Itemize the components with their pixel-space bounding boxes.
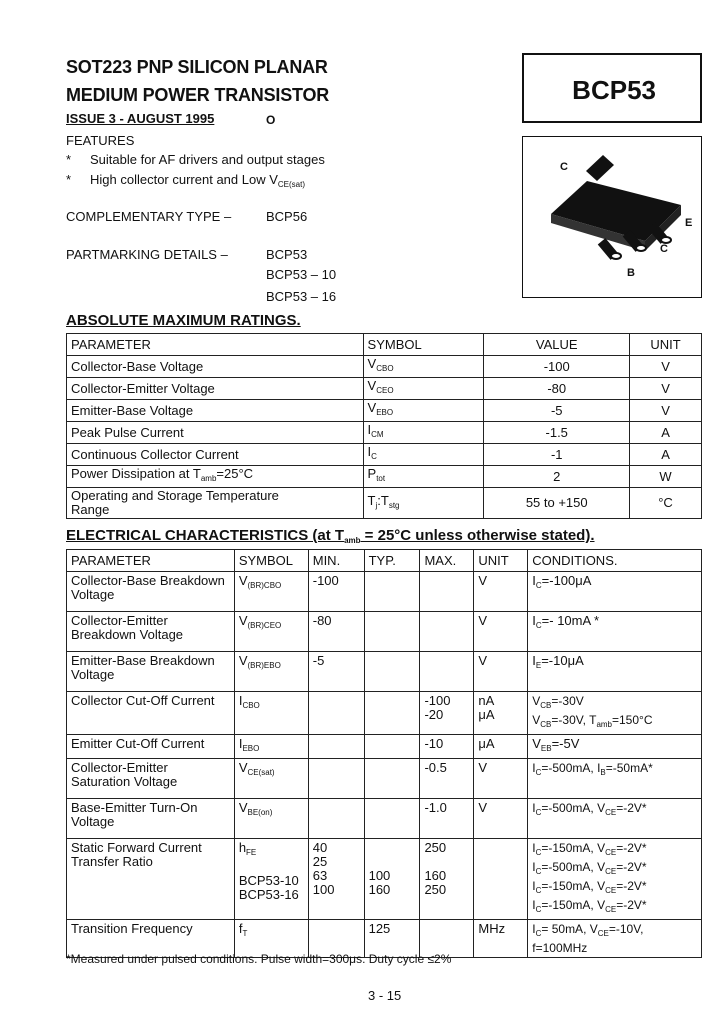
ec-conditions: $I_C= 50mA$, $V_{CE}=-10V$, f=100MHz [528,920,702,958]
ec-param: Collector-Emitter Saturation Voltage [67,759,235,799]
amr-unit: V [630,378,702,400]
page-number: 3 - 15 [368,988,402,1003]
pin-label-e: E [685,217,693,229]
ec-max [420,612,474,652]
ec-param: Collector-Emitter Breakdown Voltage [67,612,235,652]
amr-param: Operating and Storage Temperature Range [67,488,364,519]
amr-unit: V [630,400,702,422]
ec-heading: ELECTRICAL CHARACTERISTICS (at $T_{amb} = 25^\circ C$ unless otherwise stated). [66,527,595,545]
amr-unit: A [630,444,702,466]
feature-item-2: High collector current and Low $V_{CE(sat)}$ [90,172,305,189]
footnote: *Measured under pulsed conditions. Pulse width=300μs. Duty cycle ≤2% [66,952,452,966]
amr-table [66,333,702,519]
partmarking-label: PARTMARKING DETAILS – [66,247,228,262]
ec-symbol: $f_T$ [234,920,308,958]
package-box [522,136,702,298]
ec-max [420,572,474,612]
feature-bullet-2: * [66,172,72,187]
ec-param: Collector-Base Breakdown Voltage [67,572,235,612]
amr-value: -100 [484,356,630,378]
ec-min: 40 25 63 100 [308,839,364,920]
partmarking-value-2: BCP53 – 10 [266,267,337,282]
amr-header-parameter: PARAMETER [67,334,364,356]
ec-typ: 125 [364,920,420,958]
ec-conditions: $V_{EB}=-5V$ [528,735,702,759]
amr-header-symbol: SYMBOL [363,334,484,356]
amr-value: 55 to +150 [484,488,630,519]
ec-unit: V [474,652,528,692]
amr-unit: A [630,422,702,444]
amr-header-unit: UNIT [630,334,702,356]
amr-value: -5 [484,400,630,422]
ec-typ [364,759,420,799]
ec-header-max: MAX. [420,550,474,572]
ec-unit: V [474,572,528,612]
ec-unit: V [474,759,528,799]
pin-label-c-top: C [560,161,568,173]
ec-param: Static Forward Current Transfer Ratio [67,839,235,920]
table-row [67,692,702,735]
ec-symbol: $h_{FE}$ BCP53-10 BCP53-16 [234,839,308,920]
table-row [67,422,702,444]
ec-header-conditions: CONDITIONS. [528,550,702,572]
ec-symbol: $V_{(BR)EBO}$ [234,652,308,692]
issue-mark: O [266,113,276,127]
amr-symbol: $I_{CM}$ [363,422,484,444]
ec-typ: 100 160 [364,839,420,920]
part-number: BCP53 [572,75,656,105]
ec-param: Emitter Cut-Off Current [67,735,235,759]
table-row [67,799,702,839]
ec-header-min: MIN. [308,550,364,572]
ec-header-symbol: SYMBOL [234,550,308,572]
ec-max [420,652,474,692]
ec-conditions: $I_E=-10\mu A$ [528,652,702,692]
amr-param: Power Dissipation at $T_{amb}=25^\circ C$ [67,466,364,488]
amr-param: Continuous Collector Current [67,444,364,466]
ec-symbol: $V_{(BR)CEO}$ [234,612,308,652]
ec-unit: V [474,612,528,652]
ec-typ [364,652,420,692]
tab-lead [586,155,614,181]
ec-max: -1.0 [420,799,474,839]
ec-unit [474,839,528,920]
complementary-label: COMPLEMENTARY TYPE – [66,209,232,224]
ec-header-typ: TYP. [364,550,420,572]
amr-value: -1 [484,444,630,466]
amr-value: -80 [484,378,630,400]
amr-param: Peak Pulse Current [67,422,364,444]
ec-header-unit: UNIT [474,550,528,572]
ec-unit: nA μA [474,692,528,735]
ec-symbol: $V_{CE(sat)}$ [234,759,308,799]
table-row [67,466,702,488]
ec-min: -5 [308,652,364,692]
ec-table [66,549,702,958]
issue-date: ISSUE 3 - AUGUST 1995 [66,111,215,126]
ec-min: -100 [308,572,364,612]
feature-item-1: Suitable for AF drivers and output stages [90,152,325,167]
table-row [67,572,702,612]
ec-max: -0.5 [420,759,474,799]
ec-conditions: $I_C=-500mA$, $V_{CE}=-2V*$ [528,799,702,839]
table-row [67,759,702,799]
table-row [67,444,702,466]
features-heading: FEATURES [66,133,135,148]
ec-conditions: $I_C=-150mA$, $V_{CE}=-2V*$ $I_C=-500mA$, $V_{CE}=-2V*$ $I_C=-150mA$, $V_{CE}=-2V*$ $I_C=-150mA$, $V_{CE}=-2V*$ [528,839,702,920]
ec-conditions: $I_C=-$ 10mA * [528,612,702,652]
ec-typ [364,799,420,839]
table-row [67,356,702,378]
ec-header-parameter: PARAMETER [67,550,235,572]
part-number-box [522,53,702,123]
ec-conditions: $V_{CB}=-30V$ $V_{CB}=-30V$, $T_{amb}=150^\circ C$ [528,692,702,735]
title-line-1: SOT223 PNP SILICON PLANAR [66,57,328,77]
ec-header-row [67,550,702,572]
amr-value: 2 [484,466,630,488]
complementary-value: BCP56 [266,209,308,224]
amr-symbol: $V_{CBO}$ [363,356,484,378]
ec-unit: V [474,799,528,839]
ec-max: -10 [420,735,474,759]
ec-max: -100 -20 [420,692,474,735]
table-row [67,612,702,652]
amr-header-value: VALUE [484,334,630,356]
ec-typ [364,735,420,759]
amr-heading: ABSOLUTE MAXIMUM RATINGS. [66,312,301,329]
ec-symbol: $I_{CBO}$ [234,692,308,735]
ec-symbol: $V_{(BR)CBO}$ [234,572,308,612]
ec-max: 250 160 250 [420,839,474,920]
ec-typ [364,612,420,652]
ec-symbol: $I_{EBO}$ [234,735,308,759]
ec-param: Emitter-Base Breakdown Voltage [67,652,235,692]
ec-min [308,759,364,799]
ec-min [308,799,364,839]
table-row [67,378,702,400]
amr-value: -1.5 [484,422,630,444]
amr-unit: W [630,466,702,488]
amr-header-row [67,334,702,356]
table-row [67,839,702,920]
amr-symbol: $T_j:T_{stg}$ [363,488,484,519]
ec-unit: μA [474,735,528,759]
amr-symbol: $I_C$ [363,444,484,466]
table-row [67,488,702,519]
sot223-package-drawing [523,137,700,296]
pin-label-c: C [660,243,668,255]
partmarking-value-1: BCP53 [266,247,308,262]
table-row [67,735,702,759]
ec-min [308,692,364,735]
ec-conditions: $I_C=-100\mu A$ [528,572,702,612]
amr-unit: V [630,356,702,378]
ec-typ [364,572,420,612]
ec-param: Collector Cut-Off Current [67,692,235,735]
amr-symbol: $P_{tot}$ [363,466,484,488]
amr-param: Collector-Emitter Voltage [67,378,364,400]
partmarking-value-3: BCP53 – 16 [266,289,337,304]
ec-param: Base-Emitter Turn-On Voltage [67,799,235,839]
ec-unit: MHz [474,920,528,958]
ec-symbol: $V_{BE(on)}$ [234,799,308,839]
amr-param: Emitter-Base Voltage [67,400,364,422]
table-row [67,652,702,692]
table-row [67,400,702,422]
amr-symbol: $V_{EBO}$ [363,400,484,422]
feature-bullet-1: * [66,152,72,167]
amr-param: Collector-Base Voltage [67,356,364,378]
pin-label-b: B [627,267,635,279]
title-line-2: MEDIUM POWER TRANSISTOR [66,85,330,105]
ec-typ [364,692,420,735]
ec-param: Transition Frequency [67,920,235,958]
amr-symbol: $V_{CEO}$ [363,378,484,400]
ec-min: -80 [308,612,364,652]
ec-conditions: $I_C=-500mA$, $I_B=-50mA*$ [528,759,702,799]
ec-min [308,735,364,759]
amr-unit: °C [630,488,702,519]
